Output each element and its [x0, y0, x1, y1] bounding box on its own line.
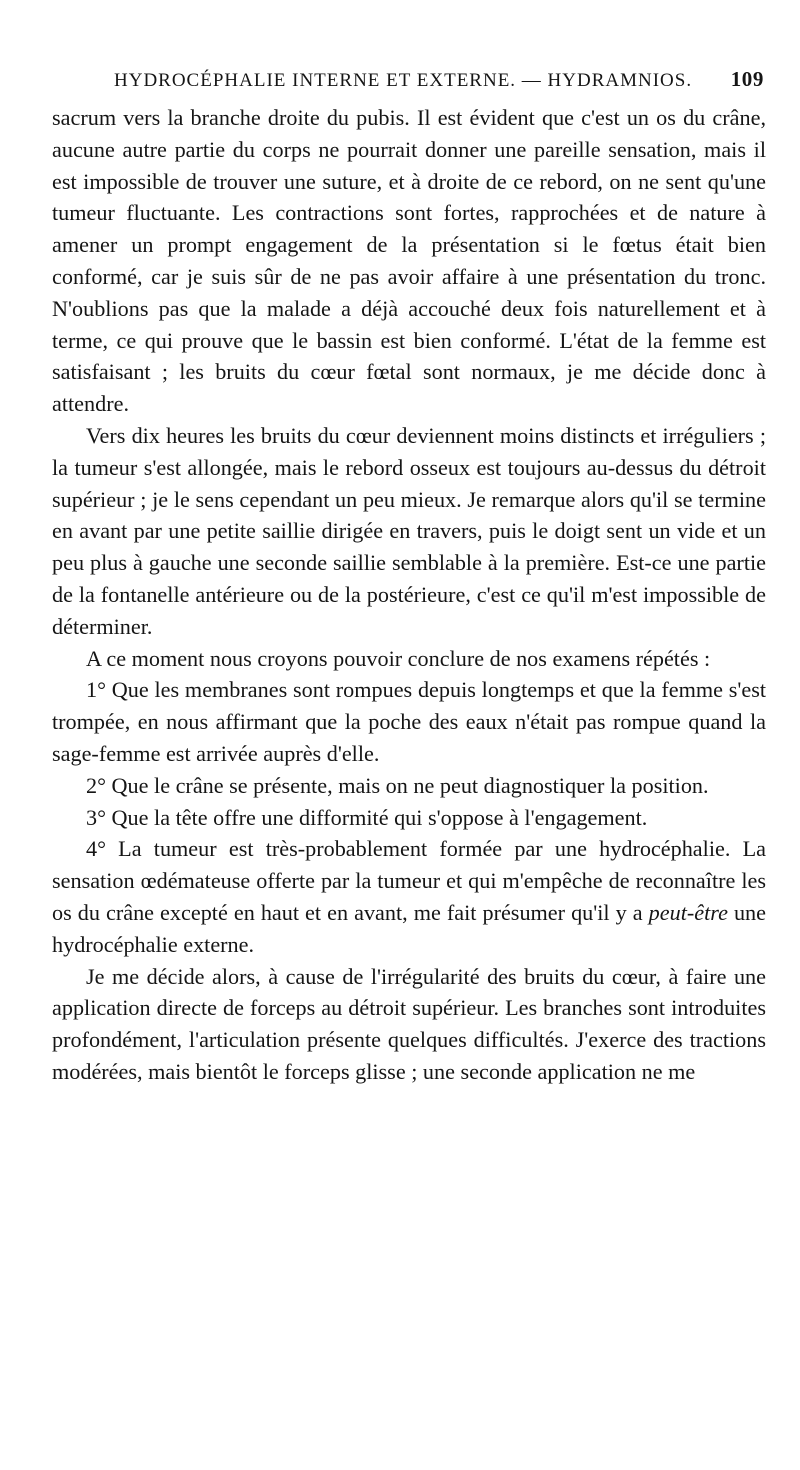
- text-run: 4° La tumeur est très-probablement formée par une hydrocéphalie. La sensation œdémateuse offerte par la tumeur et qui m'empêche de reconnaître les os du crâne excepté en haut et en avant, me fait présumer qu'il y a: [52, 836, 766, 925]
- paragraph: Je me décide alors, à cause de l'irrégularité des bruits du cœur, à faire une application directe de forceps au détroit supérieur. Les branches sont introduites profondément, l'articulation présente quelques difficultés. J'exerce des tractions modérées, mais bientôt le forceps glisse ; une seconde application ne me: [52, 963, 766, 1084]
- body-text: [52, 102, 766, 1088]
- list-item-conclusion-4: [52, 833, 766, 960]
- running-header: [52, 66, 766, 102]
- paragraph-continuation: sacrum vers la branche droite du pubis. Il est évident que c'est un os du crâne, aucune autre partie du corps ne pourrait donner une pareille sensation, mais il est impossible de trouver une suture, et à droite de ce rebord, on ne sent qu'une tumeur fluctuante. Les contractions sont fortes, rapprochées et de nature à amener un prompt engagement de la présentation si le fœtus était bien conformé, car je suis sûr de ne pas avoir affaire à une présentation du tronc. N'oublions pas que la malade a déjà accouché deux fois naturellement et à terme, ce qui prouve que le bassin est bien conformé. L'état de la femme est satisfaisant ; les bruits du cœur fœtal sont normaux, je me décide donc à attendre.: [52, 105, 766, 417]
- page-number: 109: [730, 67, 764, 91]
- emphasis-text: peut-être: [648, 899, 728, 925]
- list-item-conclusion-3: 3° Que la tête offre une difformité qui s'oppose à l'engagement.: [86, 804, 648, 830]
- text-run: une hydrocéphalie externe.: [52, 899, 766, 957]
- paragraph: A ce moment nous croyons pouvoir conclure de nos examens répétés :: [86, 645, 711, 671]
- list-item-conclusion-1: 1° Que les membranes sont rompues depuis longtemps et que la femme s'est trompée, en nous affirmant que la poche des eaux n'était pas rompue quand la sage-femme est arrivée auprès d'elle.: [52, 677, 766, 766]
- list-item-conclusion-2: 2° Que le crâne se présente, mais on ne peut diagnostiquer la position.: [86, 772, 709, 798]
- running-title: HYDROCÉPHALIE INTERNE ET EXTERNE. — HYDRAMNIOS.: [114, 70, 693, 91]
- paragraph: Vers dix heures les bruits du cœur deviennent moins distincts et irréguliers ; la tumeur s'est allongée, mais le rebord osseux est toujours au-dessus du détroit supérieur ; je le sens cependant un peu mieux. Je remarque alors qu'il se termine en avant par une petite saillie dirigée en travers, puis le doigt sent un vide et un peu plus à gauche une seconde saillie semblable à la première. Est-ce une partie de la fontanelle antérieure ou de la postérieure, c'est ce qu'il m'est impossible de déterminer.: [52, 422, 766, 639]
